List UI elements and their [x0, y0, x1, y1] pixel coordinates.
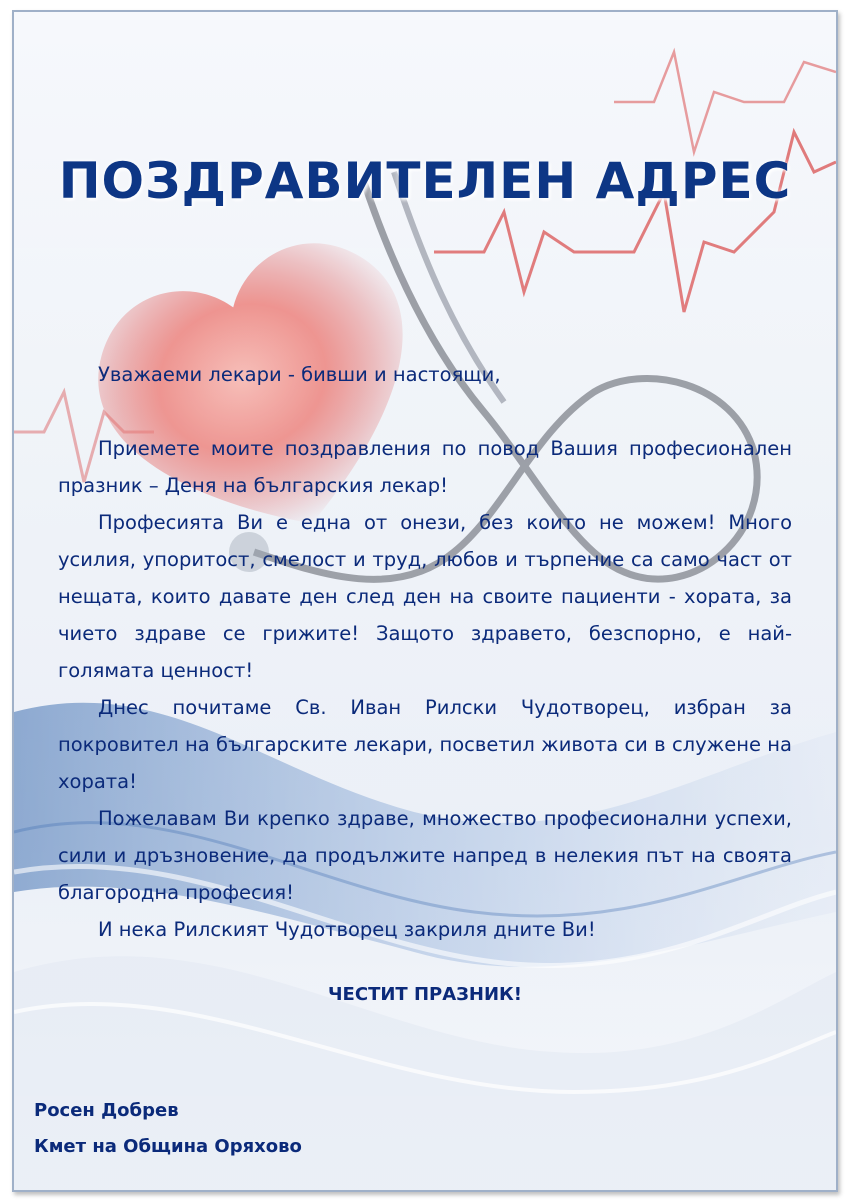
paragraph-1: Приемете моите поздравления по повод Вашия професионален празник – Деня на българския лекар!	[58, 437, 792, 497]
paragraph-5: И нека Рилският Чудотворец закриля дните Ви!	[98, 918, 596, 941]
signature-name: Росен Добрев	[34, 1100, 179, 1121]
signature-title: Кмет на Община Оряхово	[34, 1136, 302, 1157]
paragraph-3: Днес почитаме Св. Иван Рилски Чудотворец, избран за покровител на българските лекари, посветил живота си в служене на хората!	[58, 696, 792, 793]
greeting-card-page	[12, 10, 838, 1192]
closing-text: ЧЕСТИТ ПРАЗНИК!	[328, 984, 522, 1005]
letter-body	[58, 430, 792, 948]
greeting-text	[58, 356, 792, 393]
paragraph-2: Професията Ви е една от онези, без които не можем! Много усилия, упоритост, смелост и труд, любов и търпение са само част от нещата, които давате ден след ден на своите пациенти - хората, за чието здраве се грижите! Защото здравето, безспорно, е най-голямата ценност!	[58, 511, 792, 682]
document-title: ПОЗДРАВИТЕЛЕН АДРЕС	[58, 152, 792, 210]
greeting-line: Уважаеми лекари - бивши и настоящи,	[98, 363, 501, 386]
paragraph-4: Пожелавам Ви крепко здраве, множество професионални успехи, сили и дръзновение, да продължите напред в нелекия път на своята благородна професия!	[58, 807, 792, 904]
